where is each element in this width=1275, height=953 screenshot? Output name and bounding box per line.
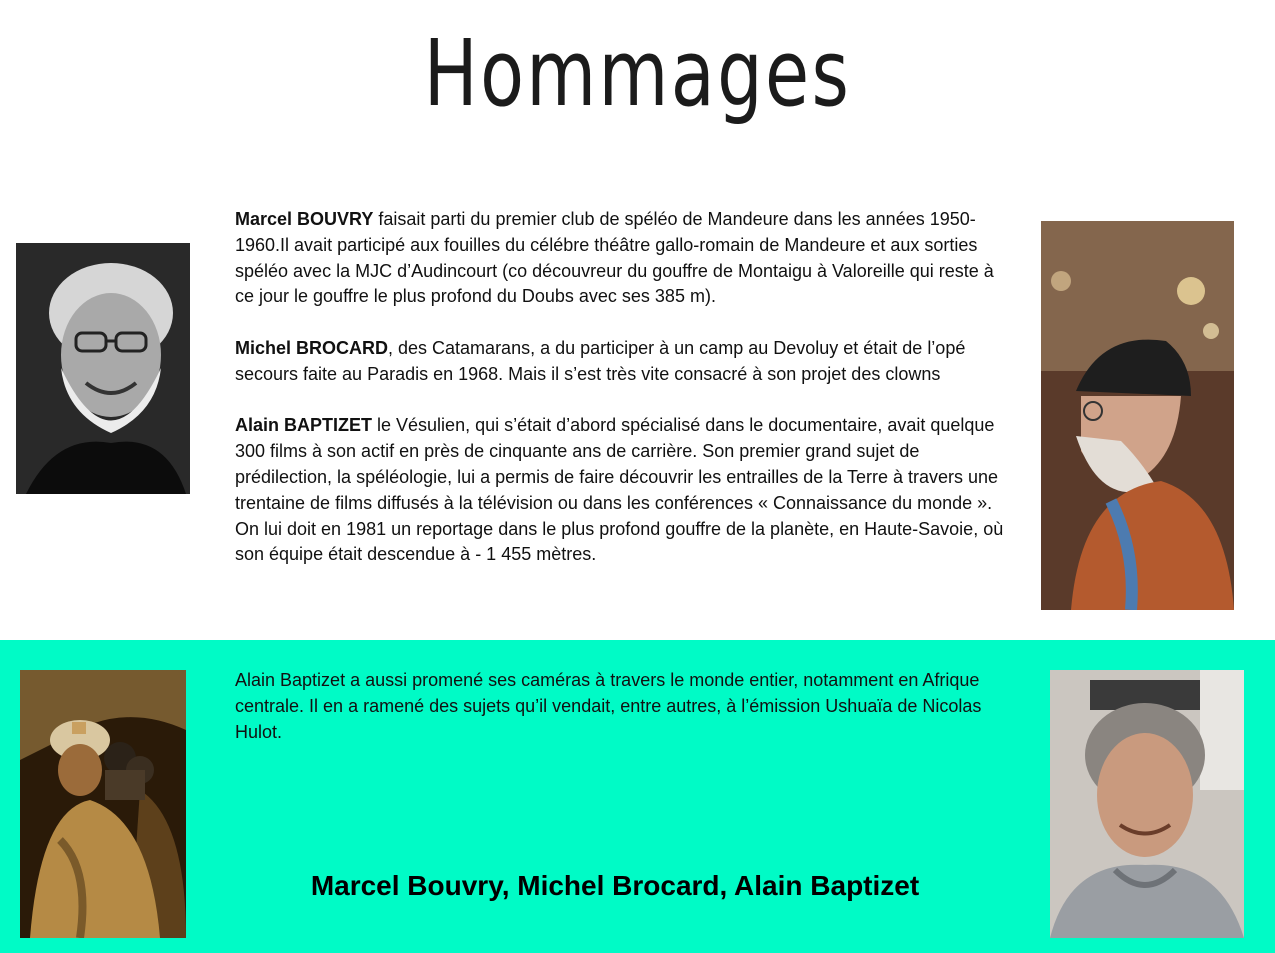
text-marcel-bouvry: faisait parti du premier club de spéléo de Mandeure dans les années 1950-1960.Il avait participé aux fouilles du célébre théâtre gallo-romain de Mandeure et aux sorties spéléo avec la MJC d’Audincourt (co découvreur du gouffre de Montaigu à Valoreille qui reste à ce jour le gouffre le plus profond du Doubs avec ses 385 m).	[235, 209, 994, 307]
photo-marcel-bouvry	[16, 243, 190, 494]
name-alain-baptizet: Alain BAPTIZET	[235, 415, 373, 436]
name-marcel-bouvry: Marcel BOUVRY	[235, 209, 374, 229]
text-michel-brocard: , des Catamarans, a du participer à un camp au Devoluy et était de l’opé secours faite au Paradis en 1968. Mais il s’est très vite consacré à son projet des clowns	[235, 337, 966, 384]
photo-michel-brocard	[1041, 221, 1234, 610]
paragraph-brocard	[235, 336, 1005, 388]
name-michel-brocard: Michel BROCARD	[235, 337, 389, 358]
text-alain-baptizet: le Vésulien, qui s’était d’abord spécialisé dans le documentaire, avait quelque 300 films à son actif en près de cinquante ans de carrière. Son premier grand sujet de prédilection, la spéléologie, lui a permis de faire découvrir les entrailles de la Terre à travers une trentaine de films diffusés à la télévision ou dans les conférences « Connaissance du monde ». On lui doit en 1981 un reportage dans le plus profond gouffre de la planète, en Haute-Savoie, où son équipe était descendue à - 1 455 mètres.	[235, 415, 1004, 565]
paragraph-baptizet-more: Alain Baptizet a aussi promené ses caméras à travers le monde entier, notamment en Afrique centrale. Il en a ramené des sujets qu’il vendait, entre autres, à l’émission Ushuaïa de Nicolas Hulot.	[235, 670, 982, 742]
main-text	[235, 207, 1005, 594]
paragraph-bouvry	[235, 207, 1005, 310]
page-title: Hommages	[423, 20, 852, 127]
caption: Marcel Bouvry, Michel Brocard, Alain Baptizet	[310, 870, 920, 901]
paragraph-baptizet	[235, 413, 1005, 568]
